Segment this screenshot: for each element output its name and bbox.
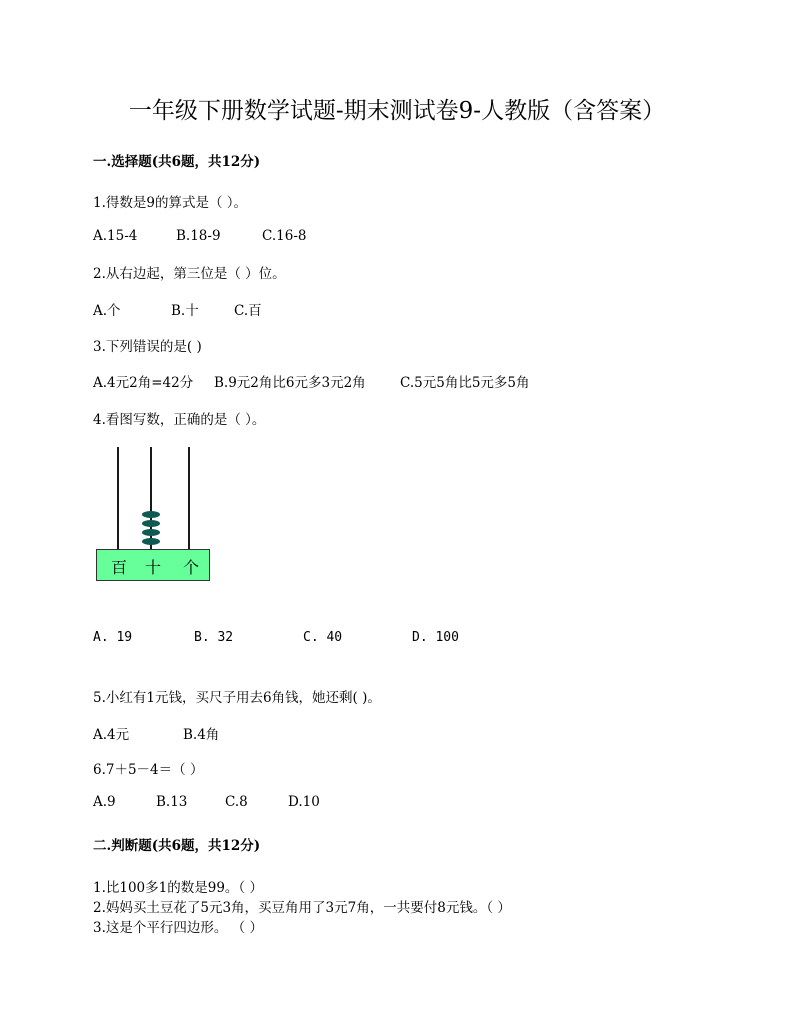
abacus-rod-ones: [188, 447, 190, 549]
q6-option-b: B.13: [156, 794, 188, 810]
q1-option-c: C.16-8: [262, 228, 307, 244]
q3-option-a: A.4元2角=42分: [93, 375, 194, 391]
q5-option-b: B.4角: [183, 727, 220, 743]
question-1: 1.得数是9的算式是（ ）。: [93, 195, 248, 211]
q2-option-a: A.个: [93, 303, 121, 319]
q4-option-c: C. 40: [303, 630, 343, 645]
section-header-judge: 二.判断题(共6题，共12分): [93, 838, 261, 854]
q6-option-d: D.10: [288, 794, 320, 810]
abacus-base: [96, 549, 210, 581]
section-header-choice: 一.选择题(共6题，共12分): [93, 154, 261, 170]
q2-option-c: C.百: [234, 303, 262, 319]
q2-option-b: B.十: [171, 303, 199, 319]
judge-question-1: 1.比100多1的数是99。（ ）: [93, 880, 263, 896]
abacus-label-ones: 个: [183, 558, 200, 577]
question-4: 4.看图写数，正确的是（ ）。: [93, 412, 266, 428]
abacus-rod-hundreds: [117, 447, 119, 549]
abacus-bead: [142, 538, 160, 545]
abacus-bead: [142, 511, 160, 518]
q1-option-b: B.18-9: [176, 228, 221, 244]
question-5: 5.小红有1元钱，买尺子用去6角钱，她还剩( )。: [93, 690, 381, 706]
question-3: 3.下列错误的是( ): [93, 339, 202, 355]
abacus-label-hundreds: 百: [111, 558, 128, 577]
abacus-label-tens: 十: [145, 558, 162, 577]
abacus-figure: [96, 447, 210, 581]
abacus-bead: [142, 520, 160, 527]
q4-option-d: D. 100: [412, 630, 459, 645]
judge-question-2: 2.妈妈买土豆花了5元3角，买豆角用了3元7角，一共要付8元钱。（ ）: [93, 900, 511, 916]
page-title: 一年级下册数学试题-期末测试卷9-人教版（含答案）: [128, 98, 666, 124]
q6-option-c: C.8: [225, 794, 248, 810]
q1-option-a: A.15-4: [93, 228, 138, 244]
judge-question-3: 3.这是个平行四边形。 （ ）: [93, 920, 263, 936]
q5-option-a: A.4元: [93, 727, 130, 743]
q6-option-a: A.9: [93, 794, 116, 810]
abacus-bead: [142, 529, 160, 536]
question-2: 2.从右边起，第三位是（ ）位。: [93, 266, 286, 282]
q4-option-a: A. 19: [93, 630, 133, 645]
q3-option-c: C.5元5角比5元多5角: [400, 375, 530, 391]
q4-option-b: B. 32: [194, 630, 234, 645]
q3-option-b: B.9元2角比6元多3元2角: [214, 375, 366, 391]
question-6: 6.7＋5－4＝（ ）: [93, 762, 204, 778]
